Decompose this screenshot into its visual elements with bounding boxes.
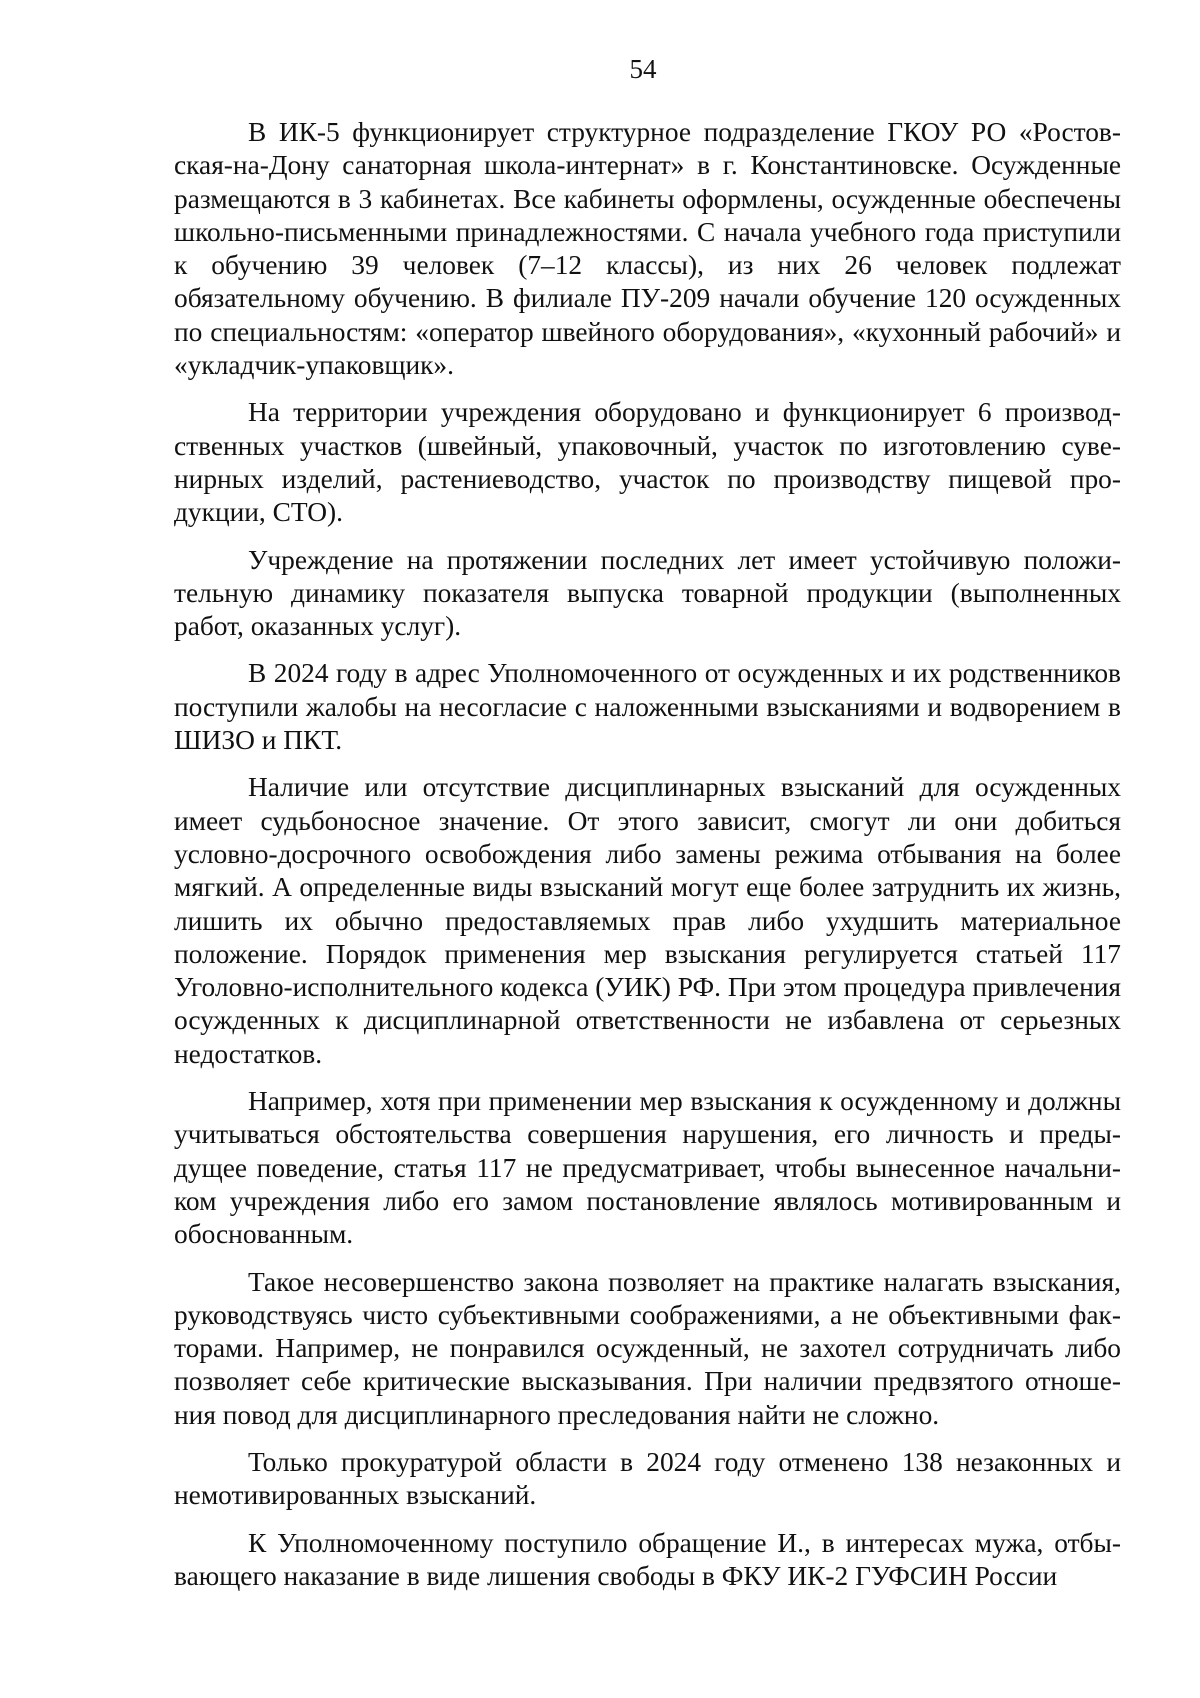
paragraph-8: Только прокуратурой области в 2024 году отменено 138 незаконных и немотивированных взысканий. — [174, 1446, 1121, 1511]
paragraph-3: Учреждение на протяжении последних лет имеет устойчивую положительную динамику показателя выпуска товарной продукции (выполненных работ, оказанных услуг). — [174, 544, 1121, 642]
paragraph-7: Такое несовершенство закона позволяет на практике налагать взыскания, руководствуясь чисто субъективными соображениями, а не объективными факторами. Например, не понравился осужденный, не захотел сотрудничать либо позволяет себе критические высказывания. При наличии предвзятого отношения повод для дисциплинарного преследования найти не сложно. — [174, 1266, 1121, 1430]
paragraph-6: Например, хотя при применении мер взыскания к осужденному и должны учитываться обстоятельства совершения нарушения, его личность и предыдущее поведение, статья 117 не предусматривает, чтобы вынесенное начальником учреждения либо его замом постановление являлось мотивированным и обоснованным. — [174, 1086, 1121, 1250]
paragraph-9: К Уполномоченному поступило обращение И., в интересах мужа, отбывающего наказание в виде лишения свободы в ФКУ ИК-2 ГУФСИН России — [174, 1527, 1121, 1591]
paragraph-4: В 2024 году в адрес Уполномоченного от осужденных и их родственников поступили жалобы на несогласие с наложенными взысканиями и водворением в ШИЗО и ПКТ. — [174, 658, 1121, 756]
paragraph-2: На территории учреждения оборудовано и функционирует 6 производственных участков (швейный, упаковочный, участок по изготовлению сувенирных изделий, растениеводство, участок по производству пищевой продукции, СТО). — [174, 397, 1121, 528]
paragraph-1: В ИК-5 функционирует структурное подразделение ГКОУ РО «Ростовская-на-Дону санаторная школа-интернат» в г. Константиновске. Осужденные размещаются в 3 кабинетах. Все кабинеты оформлены, осужденные обеспечены школьно-письменными принадлежностями. С начала учебного года приступили к обучению 39 человек (7–12 классы), из них 26 человек подлежат обязательному обучению. В филиале ПУ-209 начали обучение 120 осужденных по специальностям: «оператор швейного оборудования», «кухонный рабочий» и «укладчик-упаковщик». — [174, 117, 1121, 381]
paragraph-5: Наличие или отсутствие дисциплинарных взысканий для осужденных имеет судьбоносное значение. От этого зависит, смогут ли они добиться условно-досрочного освобождения либо замены режима отбывания на более мягкий. А определенные виды взысканий могут еще более затруднить их жизнь, лишить их обычно предоставляемых прав либо ухудшить материальное положение. Порядок применения мер взыскания регулируется статьей 117 Уголовно-исполнительного кодекса (УИК) РФ. При этом процедура привлечения осужденных к дисциплинарной ответственности не избавлена от серьезных недостатков. — [174, 772, 1121, 1069]
body-text — [174, 116, 1121, 1607]
page-number: 54 — [629, 54, 657, 84]
